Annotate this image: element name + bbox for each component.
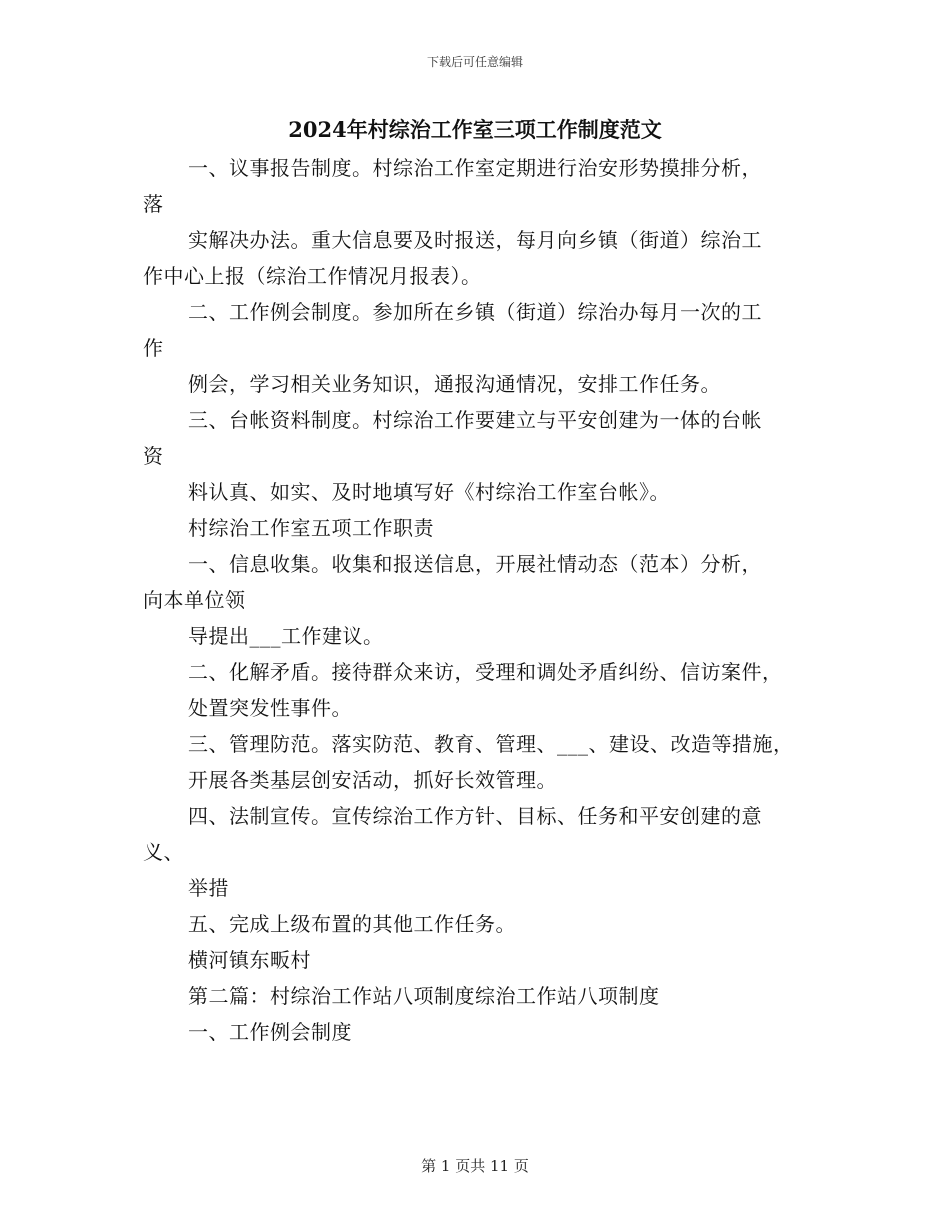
paragraph-line: 作中心上报（综治工作情况月报表）。 xyxy=(143,264,482,288)
paragraph-line: 举措 xyxy=(188,876,229,900)
paragraph-line: 处置突发性事件。 xyxy=(188,696,352,720)
document-body xyxy=(143,150,823,1050)
paragraph-line: 一、工作例会制度 xyxy=(188,1020,352,1044)
paragraph-line: 四、法制宣传。宣传综治工作方针、目标、任务和平安创建的意 xyxy=(188,804,762,828)
paragraph-line: 二、化解矛盾。接待群众来访，受理和调处矛盾纠纷、信访案件， xyxy=(188,660,783,684)
paragraph-line: 村综治工作室五项工作职责 xyxy=(188,516,434,540)
paragraph-line: 一、信息收集。收集和报送信息，开展社情动态（范本）分析， xyxy=(188,552,762,576)
paragraph-line: 开展各类基层创安活动，抓好长效管理。 xyxy=(188,768,557,792)
paragraph-line: 三、台帐资料制度。村综治工作要建立与平安创建为一体的台帐 xyxy=(188,408,762,432)
paragraph-line: 一、议事报告制度。村综治工作室定期进行治安形势摸排分析， xyxy=(188,156,762,180)
paragraph-line: 落 xyxy=(143,192,164,216)
paragraph-line: 三、管理防范。落实防范、教育、管理、___、建设、改造等措施， xyxy=(188,732,794,756)
document-title: 2024年村综治工作室三项工作制度范文 xyxy=(288,117,662,142)
page-header: 下载后可任意编辑 xyxy=(426,55,523,69)
paragraph-line: 实解决办法。重大信息要及时报送，每月向乡镇（街道）综治工 xyxy=(188,228,762,252)
page-footer: 第 1 页共 11 页 xyxy=(421,1157,529,1175)
paragraph-line: 二、工作例会制度。参加所在乡镇（街道）综治办每月一次的工 xyxy=(188,300,762,324)
paragraph-line: 资 xyxy=(143,444,164,468)
paragraph-line: 料认真、如实、及时地填写好《村综治工作室台帐》。 xyxy=(188,480,670,504)
paragraph-line: 导提出___工作建议。 xyxy=(188,624,384,648)
paragraph-line: 作 xyxy=(143,336,164,360)
paragraph-line: 例会，学习相关业务知识，通报沟通情况，安排工作任务。 xyxy=(188,372,721,396)
paragraph-line: 五、完成上级布置的其他工作任务。 xyxy=(188,912,516,936)
paragraph-line: 第二篇：村综治工作站八项制度综治工作站八项制度 xyxy=(188,984,660,1008)
paragraph-line: 义、 xyxy=(143,840,184,864)
paragraph-line: 横河镇东畈村 xyxy=(188,948,311,972)
paragraph-line: 向本单位领 xyxy=(143,588,246,612)
